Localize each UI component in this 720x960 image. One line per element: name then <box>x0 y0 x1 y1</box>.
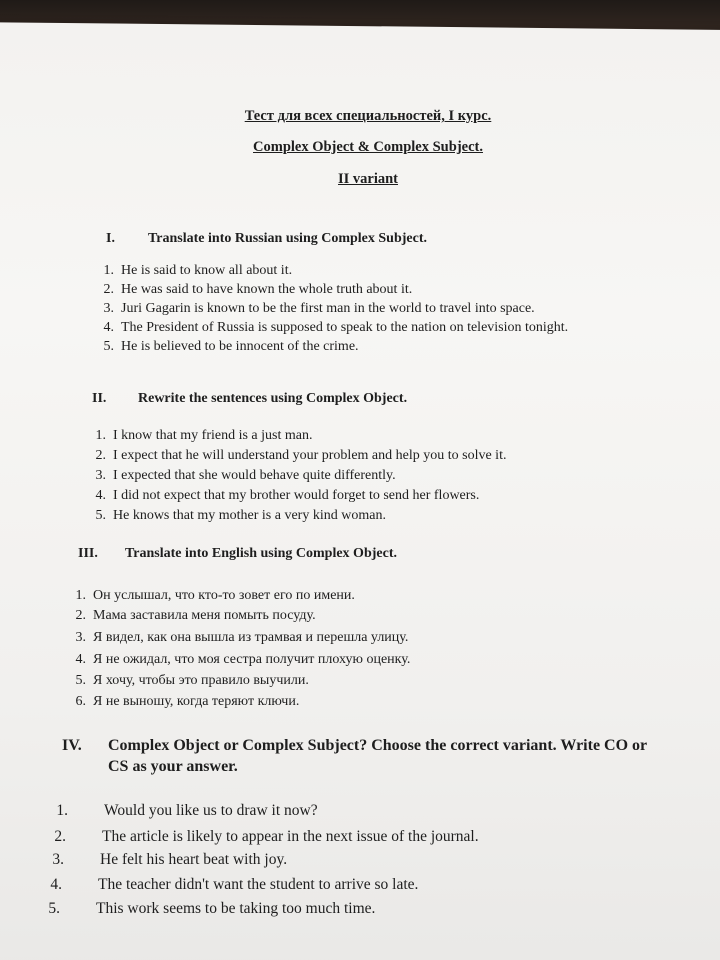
section-4-title <box>108 736 708 777</box>
list-item: 4. The teacher didn't want the student to arrive so late. <box>50 876 419 893</box>
list-item: 2. The article is likely to appear in the next issue of the journal. <box>54 828 479 845</box>
list-item: 1. Would you like us to draw it now? <box>56 802 318 819</box>
section-2-number: II. <box>92 391 107 406</box>
list-item: 5. He is believed to be innocent of the crime. <box>103 339 359 354</box>
section-1-title: Translate into Russian using Complex Subject. <box>148 231 428 246</box>
section-4-number: IV. <box>62 737 82 754</box>
test-subtitle: Complex Object & Complex Subject. <box>253 139 483 155</box>
list-item: 3. Juri Gagarin is known to be the first man in the world to travel into space. <box>103 301 535 316</box>
list-item: 2. I expect that he will understand your problem and help you to solve it. <box>95 448 507 463</box>
list-item: 1. Он услышал, что кто-то зовет его по имени. <box>75 588 355 603</box>
list-item: 1. He is said to know all about it. <box>103 263 293 278</box>
list-item: 5. Я хочу, чтобы это правило выучили. <box>75 673 309 688</box>
list-item: 4. I did not expect that my brother would forget to send her flowers. <box>95 488 480 503</box>
section-4-title-line-2: CS as your answer. <box>108 758 238 775</box>
list-item: 6. Я не выношу, когда теряют ключи. <box>75 694 300 709</box>
test-title: Тест для всех специальностей, I курс. <box>244 108 492 124</box>
list-item: 2. He was said to have known the whole truth about it. <box>103 282 413 297</box>
list-item: 5. He knows that my mother is a very kind woman. <box>95 508 386 523</box>
section-3-number: III. <box>78 546 98 561</box>
section-4-title-line-1: Complex Object or Complex Subject? Choose the correct variant. Write CO or <box>108 737 648 754</box>
list-item: 5. This work seems to be taking too much time. <box>48 900 376 917</box>
section-3-title: Translate into English using Complex Object. <box>125 546 397 561</box>
section-1-heading <box>106 231 427 247</box>
list-item: 3. I expected that she would behave quite differently. <box>95 468 396 483</box>
section-3-heading <box>78 546 397 562</box>
test-variant: II variant <box>337 171 399 187</box>
list-item: 4. Я не ожидал, что моя сестра получит плохую оценку. <box>75 652 411 667</box>
list-item: 4. The President of Russia is supposed to speak to the nation on television tonight. <box>103 320 569 335</box>
list-item: 3. He felt his heart beat with joy. <box>52 851 288 868</box>
list-item: 1. I know that my friend is a just man. <box>95 428 313 443</box>
section-1-number: I. <box>106 231 115 246</box>
section-2-title: Rewrite the sentences using Complex Object. <box>138 391 408 406</box>
list-item: 2. Мама заставила меня помыть посуду. <box>75 608 316 623</box>
list-item: 3. Я видел, как она вышла из трамвая и перешла улицу. <box>75 630 409 645</box>
section-2-heading <box>92 391 407 407</box>
